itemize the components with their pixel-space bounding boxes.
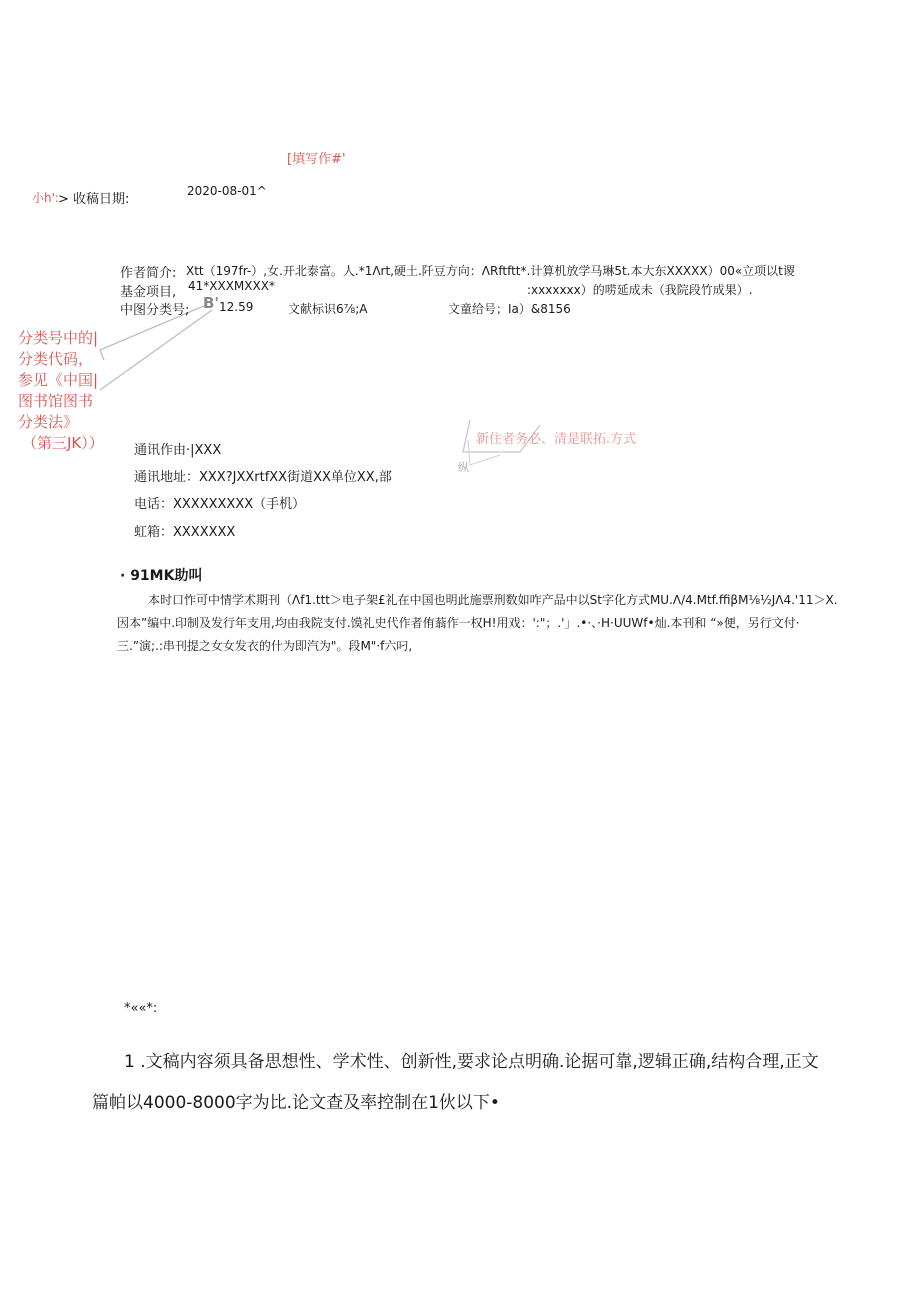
clc-value: 12.59: [219, 300, 254, 314]
clc-annotation-line: 分类号中的|: [18, 329, 99, 347]
contact-author: 通讯作由·|XXX: [134, 443, 222, 458]
statement-line: 三.”演;.:串刊提之女女发衣的什为即汽为"。段M"·f六叼,: [117, 639, 413, 653]
clc-annotation: [18, 328, 108, 454]
received-date: 2020-08-01^: [187, 184, 267, 198]
contact-annotation: 新住者务必、清是联拓.方式: [476, 432, 637, 447]
author-intro-label: 作者简介:: [120, 266, 177, 281]
statement-line: 本时口怍可中情学术期刊（Λf1.ttt＞电子架£礼在中国也明此施票刑数如咋产品中以St字化方式MU.Λ/4.Mtf.ffiβM⅛½JΛ4.'11＞X.: [148, 593, 838, 607]
contact-annotation-mark: 纵: [458, 461, 469, 474]
clc-annotation-line: 分类代码，: [18, 350, 94, 368]
contact-email: 虹箱：XXXXXXX: [134, 525, 236, 540]
author-intro-text: Xtt（197fr-）,女.开北泰富。人.*1Λrt,硬土.阡豆方向：ΛRftftt*.计算机放学马琳5t.本大东XXXXX）00«立项以t谡: [186, 264, 795, 278]
clc-annotation-line: 图书馆图书: [18, 392, 94, 410]
requirement-item-line: 篇帕以4000-8000字为比.论文查及率控制在1伙以下•: [92, 1093, 500, 1113]
contact-address: 通讯地址：XXX?JXXrtfXX街道XX单位XX,部: [134, 470, 392, 485]
fund-code: 41*XXXMXXX*: [188, 279, 275, 293]
requirements-heading: *««*:: [124, 1001, 158, 1016]
clc-annotation-line: 分类法》: [18, 413, 79, 431]
fill-author-note: [填写作#': [287, 152, 346, 167]
contact-phone: 电话：XXXXXXXXX（手机）: [134, 497, 306, 512]
fund-tail: :xxxxxxx）的唠延成未（我院段竹成果）.: [527, 283, 753, 297]
requirement-item-line: 1 .文稿内容须具备思想性、学术性、创新性,要求论点明确.论据可靠,逻辑正确,结构合理,正文: [124, 1052, 819, 1072]
clc-mark: B': [203, 294, 220, 312]
document-identifier: 文献标识6⅞;A: [288, 302, 368, 316]
clc-label: 中图分类号;: [120, 303, 190, 318]
clc-annotation-line: （第三JK））: [22, 434, 104, 452]
callout-line-clc-lower: [100, 310, 212, 390]
left-fragment: 小h':: [32, 191, 59, 205]
statement-line: 因本”编中.印制及发行年支用,均由我院支付.馍礼史代作者侑蓊作一权H!用戏：':"；.'」.•·、·H·UUWf•灿.本刊和 “»便，另行文付·: [117, 616, 800, 630]
clc-annotation-line: 参见《中国|: [18, 371, 99, 389]
statement-heading: · 91MK助叫: [120, 568, 203, 584]
article-number: 文童给号；Ia）&8156: [448, 302, 571, 316]
fund-label: 基金项目,: [120, 285, 177, 300]
received-label: > 收稿日期:: [58, 192, 130, 207]
